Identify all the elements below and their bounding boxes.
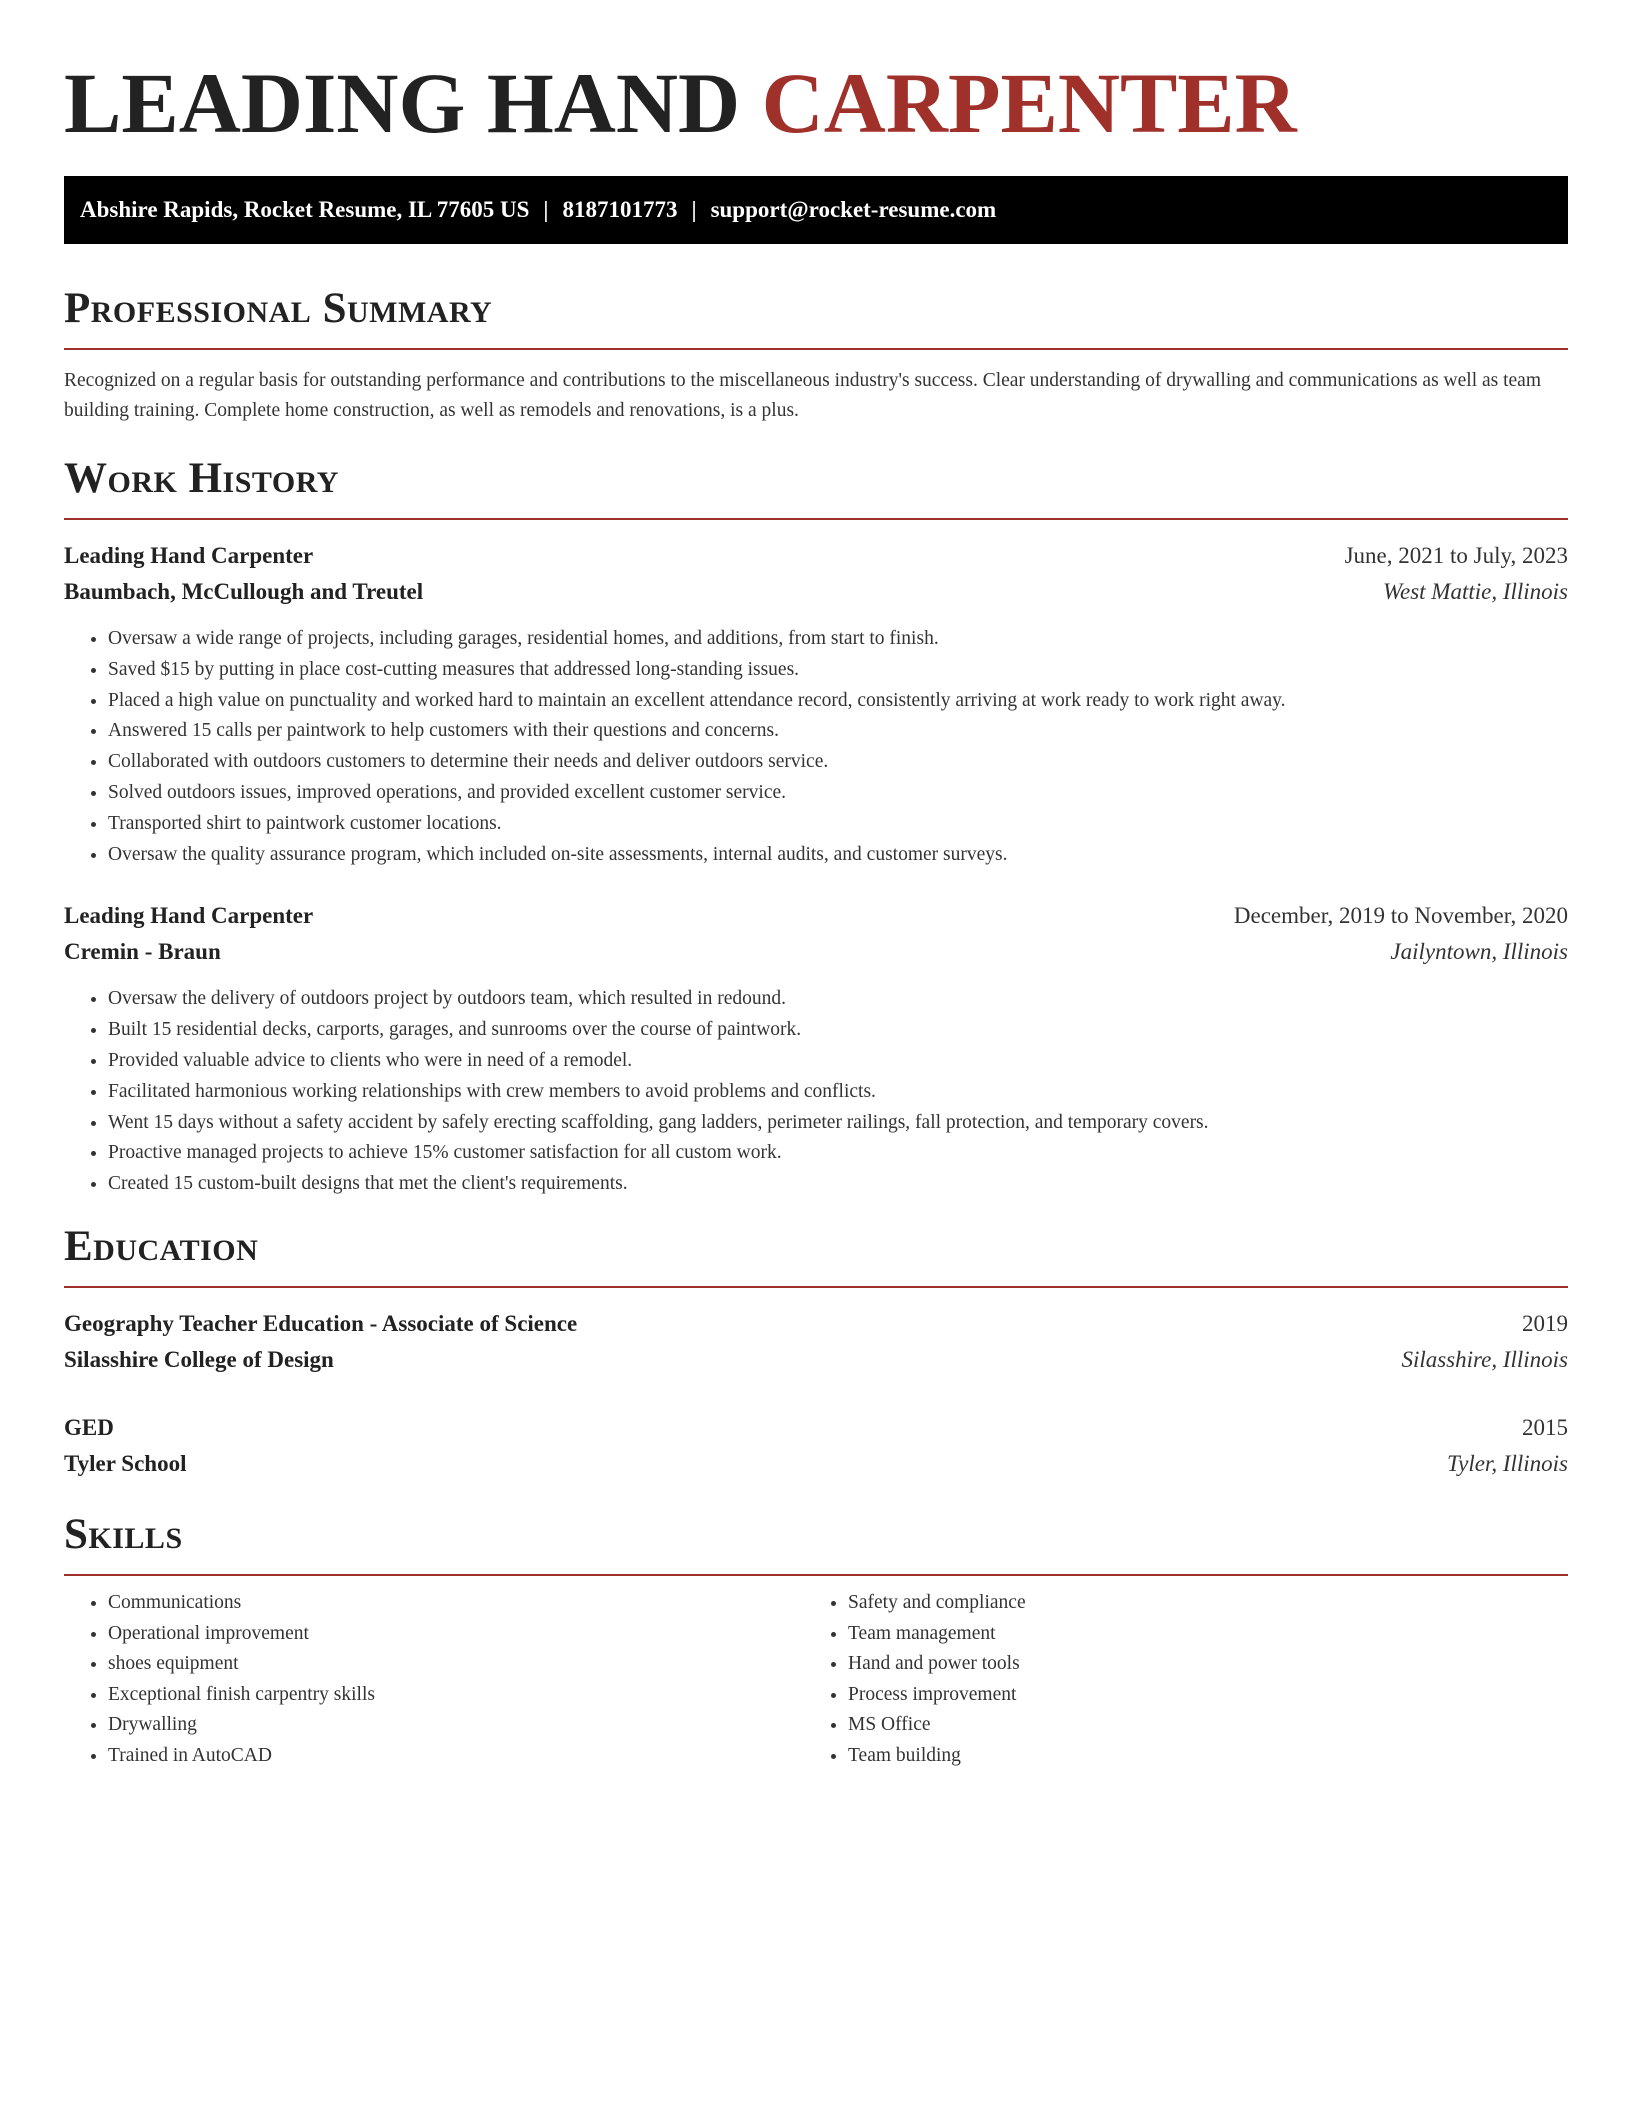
work-history-section [64, 454, 1568, 1200]
skills-list-right [804, 1588, 1544, 1772]
title-accent: CARPENTER [761, 55, 1297, 151]
job-dates: December, 2019 to November, 2020 [1233, 903, 1568, 929]
skill-item: • Operational improvement [108, 1619, 804, 1650]
education-entry [64, 1306, 1568, 1378]
education-header-row [64, 1410, 1568, 1446]
resume-page [64, 0, 1568, 1772]
section-divider [64, 1286, 1568, 1288]
list-item: • Proactive managed projects to achieve 15% customer satisfaction for all custom work. [108, 1138, 1568, 1169]
list-item: • Oversaw the delivery of outdoors project by outdoors team, which resulted in redound. [108, 984, 1568, 1015]
list-item: • Answered 15 calls per paintwork to help customers with their questions and concerns. [108, 716, 1568, 747]
list-item: • Transported shirt to paintwork customer locations. [108, 809, 1568, 840]
job-title: Leading Hand Carpenter [64, 903, 314, 929]
education-school-row [64, 1446, 1568, 1482]
job-company: Cremin - Braun [64, 939, 221, 965]
education-school: Silasshire College of Design [64, 1346, 334, 1372]
list-item: • Went 15 days without a safety accident by safely erecting scaffolding, gang ladders, perimeter railings, fall protection, and temporary covers. [108, 1108, 1568, 1139]
skill-item: • Drywalling [108, 1710, 804, 1741]
contact-separator: | [691, 197, 697, 222]
skills-heading: Skills [64, 1510, 183, 1558]
title-main: LEADING HAND [64, 55, 741, 151]
skills-columns [64, 1588, 1568, 1772]
section-divider [64, 348, 1568, 350]
job-entry [64, 538, 1568, 870]
job-header-row [64, 538, 1568, 574]
summary-section [64, 284, 1568, 426]
contact-phone[interactable]: 8187101773 [562, 197, 678, 222]
list-item: • Built 15 residential decks, carports, garages, and sunrooms over the course of paintwork. [108, 1015, 1568, 1046]
skills-section [64, 1510, 1568, 1772]
job-header-row [64, 898, 1568, 934]
list-item: • Placed a high value on punctuality and worked hard to maintain an excellent attendance record, consistently arriving at work ready to work right away. [108, 686, 1568, 717]
list-item: • Solved outdoors issues, improved operations, and provided excellent customer service. [108, 778, 1568, 809]
summary-heading: Professional Summary [64, 285, 493, 332]
job-company-row [64, 574, 1568, 610]
job-bullets [64, 984, 1568, 1200]
list-item: • Created 15 custom-built designs that met the client's requirements. [108, 1169, 1568, 1200]
summary-text: Recognized on a regular basis for outstanding performance and contributions to the miscellaneous industry's success. Clear understanding of drywalling and communications as well as team building training. Complete home construction, as well as remodels and renovations, is a plus. [64, 370, 1542, 421]
skill-item: • Hand and power tools [848, 1649, 1544, 1680]
skill-item: • Trained in AutoCAD [108, 1741, 804, 1772]
education-year: 2019 [1522, 1310, 1568, 1336]
skill-item: • Process improvement [848, 1680, 1544, 1711]
education-school-row [64, 1342, 1568, 1378]
education-year: 2015 [1522, 1414, 1568, 1440]
education-school: Tyler School [64, 1450, 187, 1476]
job-location: Jailyntown, Illinois [1390, 939, 1568, 965]
contact-separator: | [543, 197, 549, 222]
skill-item: • Team building [848, 1741, 1544, 1772]
education-header-row [64, 1306, 1568, 1342]
education-entry [64, 1410, 1568, 1482]
job-location: West Mattie, Illinois [1382, 579, 1568, 604]
skill-item: • shoes equipment [108, 1649, 804, 1680]
education-section [64, 1222, 1568, 1482]
skills-list-left [64, 1588, 804, 1772]
skill-item: • Exceptional finish carpentry skills [108, 1680, 804, 1711]
education-degree: GED [64, 1414, 114, 1440]
list-item: • Collaborated with outdoors customers to determine their needs and deliver outdoors service. [108, 747, 1568, 778]
job-company-row [64, 934, 1568, 970]
list-item: • Oversaw the quality assurance program, which included on-site assessments, internal audits, and customer surveys. [108, 840, 1568, 871]
contact-address: Abshire Rapids, Rocket Resume, IL 77605 US [80, 197, 530, 222]
contact-email[interactable]: support@rocket-resume.com [710, 197, 997, 222]
skill-item: • Communications [108, 1588, 804, 1619]
education-heading: Education [64, 1222, 259, 1270]
resume-title [64, 55, 1568, 151]
education-location: Tyler, Illinois [1447, 1450, 1568, 1476]
skill-item: • MS Office [848, 1710, 1544, 1741]
list-item: • Saved $15 by putting in place cost-cutting measures that addressed long-standing issues. [108, 655, 1568, 686]
section-divider [64, 1574, 1568, 1576]
education-location: Silasshire, Illinois [1401, 1346, 1568, 1372]
education-degree: Geography Teacher Education - Associate of Science [64, 1310, 578, 1336]
contact-bar [64, 176, 1568, 244]
work-history-heading: Work History [64, 455, 339, 502]
job-dates: June, 2021 to July, 2023 [1344, 543, 1568, 568]
job-company: Baumbach, McCullough and Treutel [64, 579, 424, 604]
job-title: Leading Hand Carpenter [64, 543, 314, 568]
list-item: • Provided valuable advice to clients who were in need of a remodel. [108, 1046, 1568, 1077]
skill-item: • Safety and compliance [848, 1588, 1544, 1619]
section-divider [64, 518, 1568, 520]
job-bullets [64, 624, 1568, 870]
list-item: • Facilitated harmonious working relationships with crew members to avoid problems and conflicts. [108, 1077, 1568, 1108]
skill-item: • Team management [848, 1619, 1544, 1650]
job-entry [64, 898, 1568, 1200]
list-item: • Oversaw a wide range of projects, including garages, residential homes, and additions, from start to finish. [108, 624, 1568, 655]
